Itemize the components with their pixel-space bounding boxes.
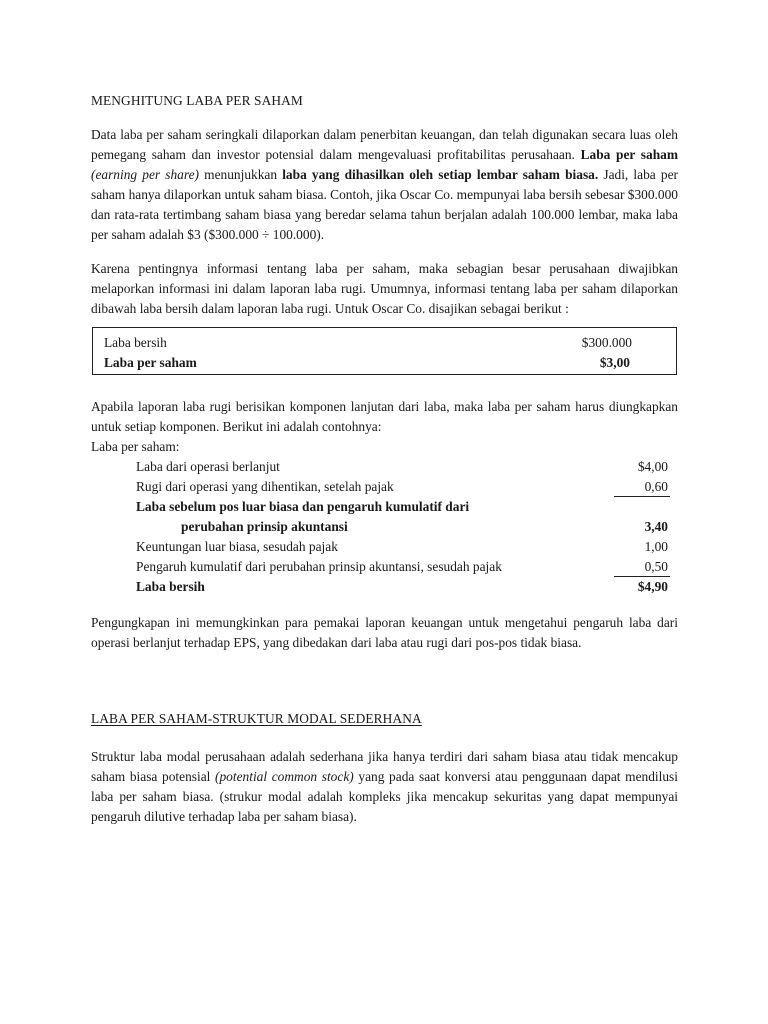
box-row-eps — [104, 353, 632, 373]
table-row — [136, 457, 673, 477]
table-row — [136, 477, 673, 497]
table-row — [136, 557, 673, 577]
bold-eps-meaning: laba yang dihasilkan oleh setiap lembar saham biasa. — [282, 167, 599, 182]
box-amount-eps: $3,00 — [599, 355, 630, 370]
box-label-net-income: Laba bersih — [104, 335, 167, 350]
row-value: 3,40 — [644, 519, 668, 534]
italic-term-eps-english: (earning per share) — [91, 167, 199, 182]
eps-table-label: Laba per saham: — [91, 439, 180, 454]
box-amount-net-income: $300.000 — [581, 335, 632, 350]
bold-term-eps: Laba per saham — [580, 147, 678, 162]
row-label: Laba dari operasi berlanjut — [136, 459, 280, 474]
row-value: $4,00 — [637, 459, 668, 474]
table-row — [136, 497, 673, 517]
row-value: 0,50 — [644, 559, 668, 574]
section-title-eps: MENGHITUNG LABA PER SAHAM — [91, 93, 303, 108]
text-run: yang pada saat konversi atau penggunaan dapat mendilusi laba per saham biasa. (strukur modal adalah kompleks jika mencakup sekuritas yang dapat mempunyai pengaruh dilutive terhadap laba per saham biasa). — [91, 769, 678, 824]
section-title-simple-capital: LABA PER SAHAM-STRUKTUR MODAL SEDERHANA — [91, 711, 422, 726]
paragraph-disclosure: Pengungkapan ini memungkinkan para pemakai laporan keuangan untuk mengetahui pengaruh laba dari operasi berlanjut terhadap EPS, yang dibedakan dari laba atau rugi dari pos-pos tidak biasa. — [91, 615, 678, 650]
text-run: menunjukkan — [199, 167, 283, 182]
row-label: Laba bersih — [136, 579, 205, 594]
text-run: Data laba per saham seringkali dilaporkan dalam penerbitan keuangan, dan telah digunakan secara luas oleh pemegang saham dan investor potensial dalam mengevaluasi profitabilitas perusahaan. — [91, 127, 678, 162]
oscar-eps-box — [92, 327, 677, 375]
table-row — [136, 517, 673, 537]
box-row-net-income — [104, 333, 632, 353]
eps-components-table — [136, 457, 673, 597]
text-run: Jadi, laba per saham hanya dilaporkan untuk saham biasa. Contoh, jika Oscar Co. mempunyai laba bersih sebesar $300.000 dan rata-rata tertimbang saham biasa yang beredar selama tahun berjalan adalah 100.000 lembar, maka laba per saham adalah $3 ($300.000 ÷ 100.000). — [91, 167, 678, 242]
document-body — [91, 91, 678, 827]
row-label: Rugi dari operasi yang dihentikan, setelah pajak — [136, 479, 394, 494]
row-label: Pengaruh kumulatif dari perubahan prinsip akuntansi, sesudah pajak — [136, 559, 502, 574]
row-label: Keuntungan luar biasa, sesudah pajak — [136, 539, 338, 554]
text-run: Struktur laba modal perusahaan adalah sederhana jika hanya terdiri dari saham biasa atau tidak mencakup saham biasa potensial — [91, 749, 678, 784]
table-row — [136, 577, 673, 597]
paragraph-components: Apabila laporan laba rugi berisikan komponen lanjutan dari laba, maka laba per saham harus diungkapkan untuk setiap komponen. Berikut ini adalah contohnya: — [91, 399, 678, 434]
paragraph-eps-importance: Karena pentingnya informasi tentang laba per saham, maka sebagian besar perusahaan diwajibkan melaporkan informasi ini dalam laporan laba rugi. Umumnya, informasi tentang laba per saham dilaporkan dibawah laba bersih dalam laporan laba rugi. Untuk Oscar Co. disajikan sebagai berikut : — [91, 261, 678, 316]
row-value: 1,00 — [644, 539, 668, 554]
row-value: 0,60 — [644, 479, 668, 494]
box-label-eps: Laba per saham — [104, 355, 197, 370]
italic-term-potential-stock: (potential common stock) — [215, 769, 354, 784]
table-row — [136, 537, 673, 557]
row-value: $4,90 — [637, 579, 668, 594]
paragraph-simple-capital — [91, 747, 678, 827]
row-label: Laba sebelum pos luar biasa dan pengaruh kumulatif dari — [136, 499, 470, 514]
paragraph-eps-definition — [91, 125, 678, 245]
row-label: perubahan prinsip akuntansi — [181, 519, 348, 534]
